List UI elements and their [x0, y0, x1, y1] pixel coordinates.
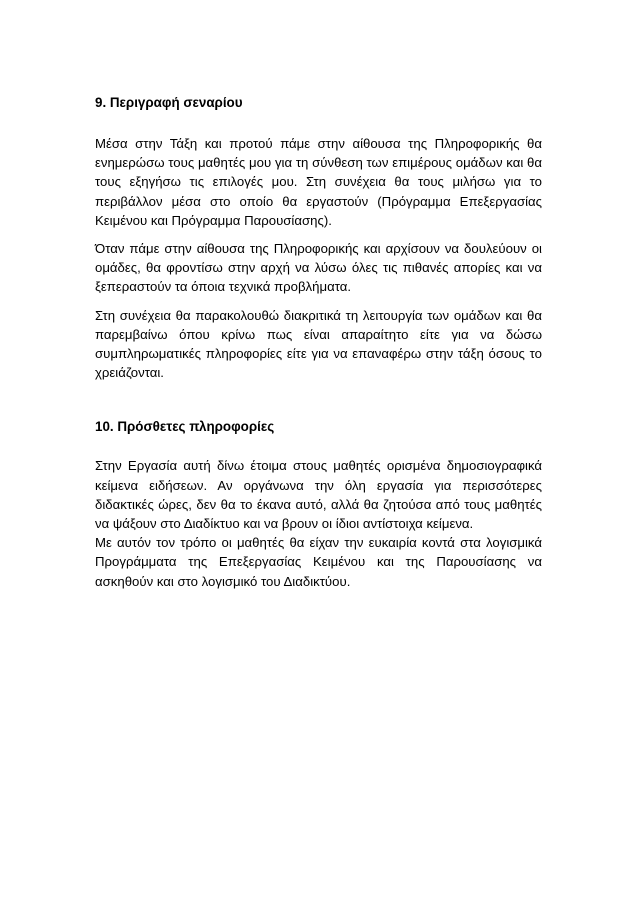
paragraph: Με αυτόν τον τρόπο οι μαθητές θα είχαν την ευκαιρία κοντά στα λογισμικά Προγράμματα της Επεξεργασίας Κειμένου και της Παρουσίασης να ασκηθούν και στο λογισμικό του Διαδικτύου. [95, 535, 542, 589]
paragraph: Όταν πάμε στην αίθουσα της Πληροφορικής και αρχίσουν να δουλεύουν οι ομάδες, θα φροντίσω στην αρχή να λύσω όλες τις πιθανές απορίες και να ξεπεραστούν τα όποια τεχνικά προβλήματα. [95, 241, 542, 295]
document-page [95, 93, 542, 591]
paragraph: Στη συνέχεια θα παρακολουθώ διακριτικά τη λειτουργία των ομάδων και θα παρεμβαίνω όπου κρίνω πως είναι απαραίτητο είτε για να δώσω συμπληρωματικές πληροφορίες είτε για να επαναφέρω στην τάξη όσους το χρειάζονται. [95, 307, 542, 381]
paragraph: Στην Εργασία αυτή δίνω έτοιμα στους μαθητές ορισμένα δημοσιογραφικά κείμενα ειδήσεων. Αν οργάνωνα την όλη εργασία για περισσότερες διδακτικές ώρες, δεν θα το έκανα αυτό, αλλά θα ζητούσα από τους μαθητές να ψάξουν στο Διαδίκτυο και να βρουν οι ίδιοι αντίστοιχα κείμενα. [95, 458, 542, 532]
section-heading: 9. Περιγραφή σεναρίου [95, 95, 243, 110]
section-heading: 10. Πρόσθετες πληροφορίες [95, 419, 275, 435]
paragraph: Μέσα στην Τάξη και προτού πάμε στην αίθουσα της Πληροφορικής θα ενημερώσω τους μαθητές μου για τη σύνθεση των επιμέρους ομάδων και θα τους εξηγήσω τις επιλογές μου. Στη συνέχεια θα τους μιλήσω για το περιβάλλον μέσα στο οποίο θα εργαστούν (Πρόγραμμα Επεξεργασίας Κειμένου και Πρόγραμμα Παρουσίασης). [95, 136, 542, 228]
